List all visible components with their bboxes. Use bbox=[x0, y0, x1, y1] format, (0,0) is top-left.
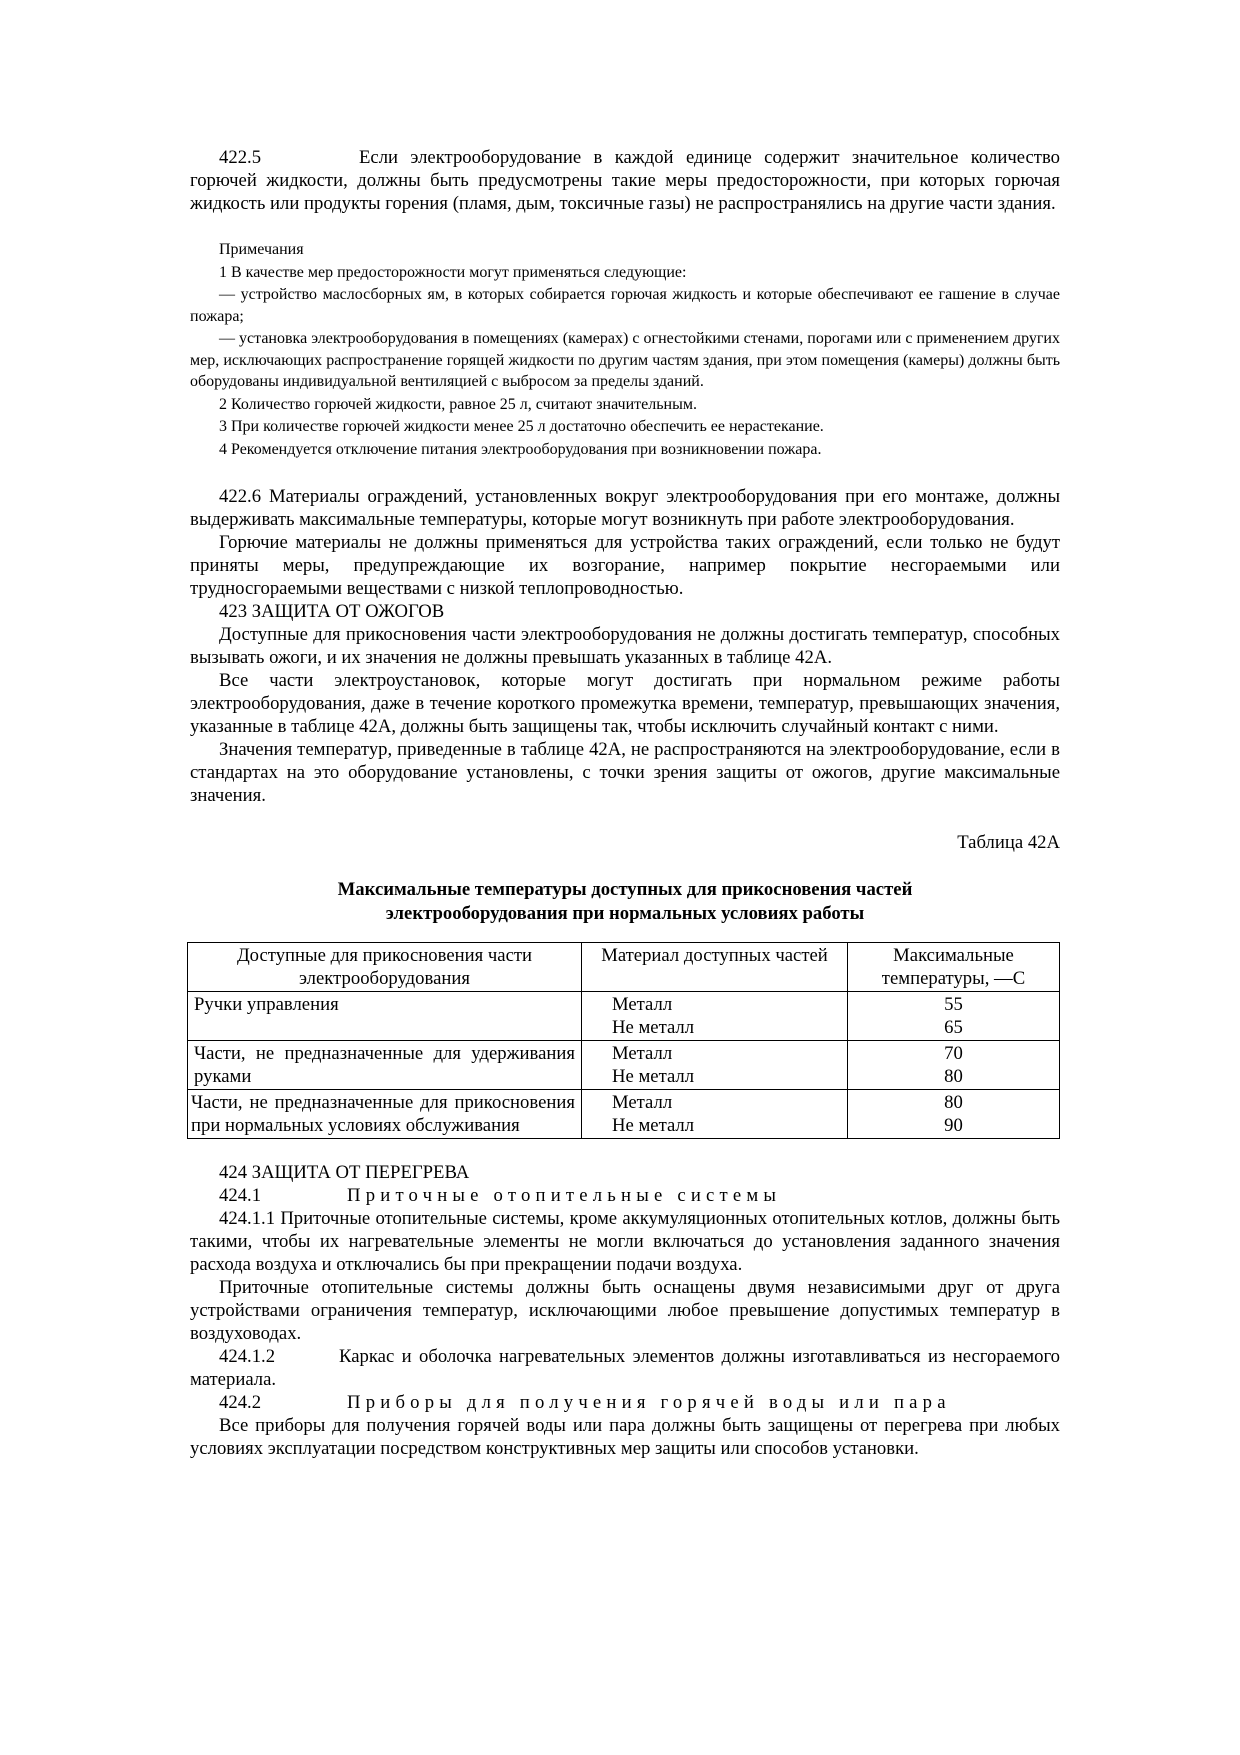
table-reference: Таблица 42А bbox=[957, 832, 1060, 853]
part-cell: Части, не предназначенные для прикосновения при нормальных условиях обслуживания bbox=[188, 1090, 582, 1139]
part-cell: Ручки управления bbox=[188, 992, 582, 1041]
table-row bbox=[188, 1090, 1060, 1139]
table-row bbox=[188, 1041, 1060, 1090]
temperature-cell bbox=[848, 1090, 1060, 1139]
subsection-title: Приточные отопительные системы bbox=[347, 1185, 782, 1206]
section-heading-423: 423 ЗАЩИТА ОТ ОЖОГОВ bbox=[219, 601, 445, 622]
temperature-value: 55 bbox=[944, 994, 963, 1015]
note-item: 2 Количество горючей жидкости, равное 25 л, считают значительным. bbox=[219, 395, 697, 413]
temperature-value: 80 bbox=[944, 1066, 963, 1087]
subsection-424-2 bbox=[190, 1391, 1060, 1414]
temperature-value: 65 bbox=[944, 1017, 963, 1038]
paragraph: Доступные для прикосновения части электрооборудования не должны достигать температур, способных вызывать ожоги, и их значения не должны превышать указанных в таблице 42А. bbox=[190, 624, 1060, 668]
paragraph: 422.6 Материалы ограждений, установленных вокруг электрооборудования при его монтаже, должны выдерживать максимальные температуры, которые могут возникнуть при работе электрооборудования. bbox=[190, 486, 1060, 530]
notes-heading: Примечания bbox=[219, 241, 304, 258]
temperature-value: 90 bbox=[944, 1115, 963, 1136]
section-number: 424.1 bbox=[219, 1185, 262, 1206]
note-item: — устройство маслосборных ям, в которых собирается горючая жидкость и которые обеспечивают ее гашение в случае пожара; bbox=[190, 286, 1060, 325]
material-value: Не металл bbox=[612, 1115, 695, 1136]
paragraph: 424.1.1 Приточные отопительные системы, кроме аккумуляционных отопительных котлов, должны быть такими, чтобы их нагревательные элементы не могли включаться до установления заданного значения расхода воздуха и отключались бы при прекращении подачи воздуха. bbox=[190, 1208, 1060, 1275]
material-value: Металл bbox=[612, 1043, 673, 1064]
material-value: Не металл bbox=[612, 1017, 695, 1038]
paragraph: Значения температур, приведенные в таблице 42А, не распространяются на электрооборудование, если в стандартах на это оборудование установлены, с точки зрения защиты от ожогов, другие максимальные значения. bbox=[190, 739, 1060, 806]
note-item: 4 Рекомендуется отключение питания электрооборудования при возникновении пожара. bbox=[219, 440, 822, 458]
note-item: 1 В качестве мер предосторожности могут применяться следующие: bbox=[219, 263, 687, 281]
section-text: Если электрооборудование в каждой единице содержит значительное количество горючей жидкости, должны быть предусмотрены такие меры предосторожности, при которых горючая жидкость или продукты горения (пламя, дым, токсичные газы) не распространялись на другие части здания. bbox=[190, 147, 1060, 214]
paragraph: Все части электроустановок, которые могут достигать при нормальном режиме работы электрооборудования, даже в течение короткого промежутка времени, температур, превышающих значения, указанные в таблице 42А, должны быть защищены так, чтобы исключить случайный контакт с ними. bbox=[190, 670, 1060, 737]
subsection-424-1-2 bbox=[190, 1345, 1060, 1391]
table-row bbox=[188, 992, 1060, 1041]
note-item: — установка электрооборудования в помещениях (камерах) с огнестойкими стенами, порогами или с применением других мер, исключающих распространение горящей жидкости по другим частям здания, при этом помещения (камеры) должны быть оборудованы индивидуальной вентиляцией с выбросом за пределы зданий. bbox=[190, 330, 1060, 390]
section-number: 424.1.2 bbox=[219, 1346, 276, 1367]
table-header-row bbox=[188, 943, 1060, 992]
table-header-cell: Доступные для прикосновения части электрооборудования bbox=[188, 943, 582, 992]
section-number: 424.2 bbox=[219, 1392, 262, 1413]
section-number: 422.5 bbox=[219, 147, 262, 168]
paragraph: Все приборы для получения горячей воды или пара должны быть защищены от перегрева при любых условиях эксплуатации посредством конструктивных мер защиты или способов установки. bbox=[190, 1415, 1060, 1459]
paragraph: Горючие материалы не должны применяться для устройства таких ограждений, если только не будут приняты меры, предупреждающие их возгорание, например покрытие несгораемыми или трудносгораемыми веществами с низкой теплопроводностью. bbox=[190, 532, 1060, 599]
subsection-424-1 bbox=[190, 1184, 1060, 1207]
section-text: Каркас и оболочка нагревательных элементов должны изготавливаться из несгораемого материала. bbox=[190, 1346, 1060, 1390]
temperature-value: 70 bbox=[944, 1043, 963, 1064]
table-header-cell: Материал доступных частей bbox=[582, 943, 848, 992]
material-cell bbox=[582, 1090, 848, 1139]
part-cell: Части, не предназначенные для удерживания руками bbox=[188, 1041, 582, 1090]
table-header-cell: Максимальные температуры, —С bbox=[848, 943, 1060, 992]
section-heading-424: 424 ЗАЩИТА ОТ ПЕРЕГРЕВА bbox=[219, 1162, 470, 1183]
paragraph: Приточные отопительные системы должны быть оснащены двумя независимыми друг от друга устройствами ограничения температур, исключающими любое превышение допустимых температур в воздуховодах. bbox=[190, 1277, 1060, 1344]
temperature-value: 80 bbox=[944, 1092, 963, 1113]
subsection-title: Приборы для получения горячей воды или пара bbox=[347, 1392, 951, 1413]
temperature-table bbox=[187, 942, 1060, 1139]
material-cell bbox=[582, 1041, 848, 1090]
document-page bbox=[190, 146, 1060, 1460]
material-value: Металл bbox=[612, 1092, 673, 1113]
temperature-cell bbox=[848, 992, 1060, 1041]
table-title-line-1: Максимальные температуры доступных для прикосновения частей bbox=[337, 879, 913, 900]
material-value: Металл bbox=[612, 994, 673, 1015]
section-422-5 bbox=[190, 146, 1060, 215]
material-cell bbox=[582, 992, 848, 1041]
notes-block bbox=[190, 239, 1060, 460]
material-value: Не металл bbox=[612, 1066, 695, 1087]
note-item: 3 При количестве горючей жидкости менее 25 л достаточно обеспечить ее нерастекание. bbox=[219, 418, 824, 435]
table-title-line-2: электрооборудования при нормальных условиях работы bbox=[385, 903, 865, 924]
temperature-cell bbox=[848, 1041, 1060, 1090]
